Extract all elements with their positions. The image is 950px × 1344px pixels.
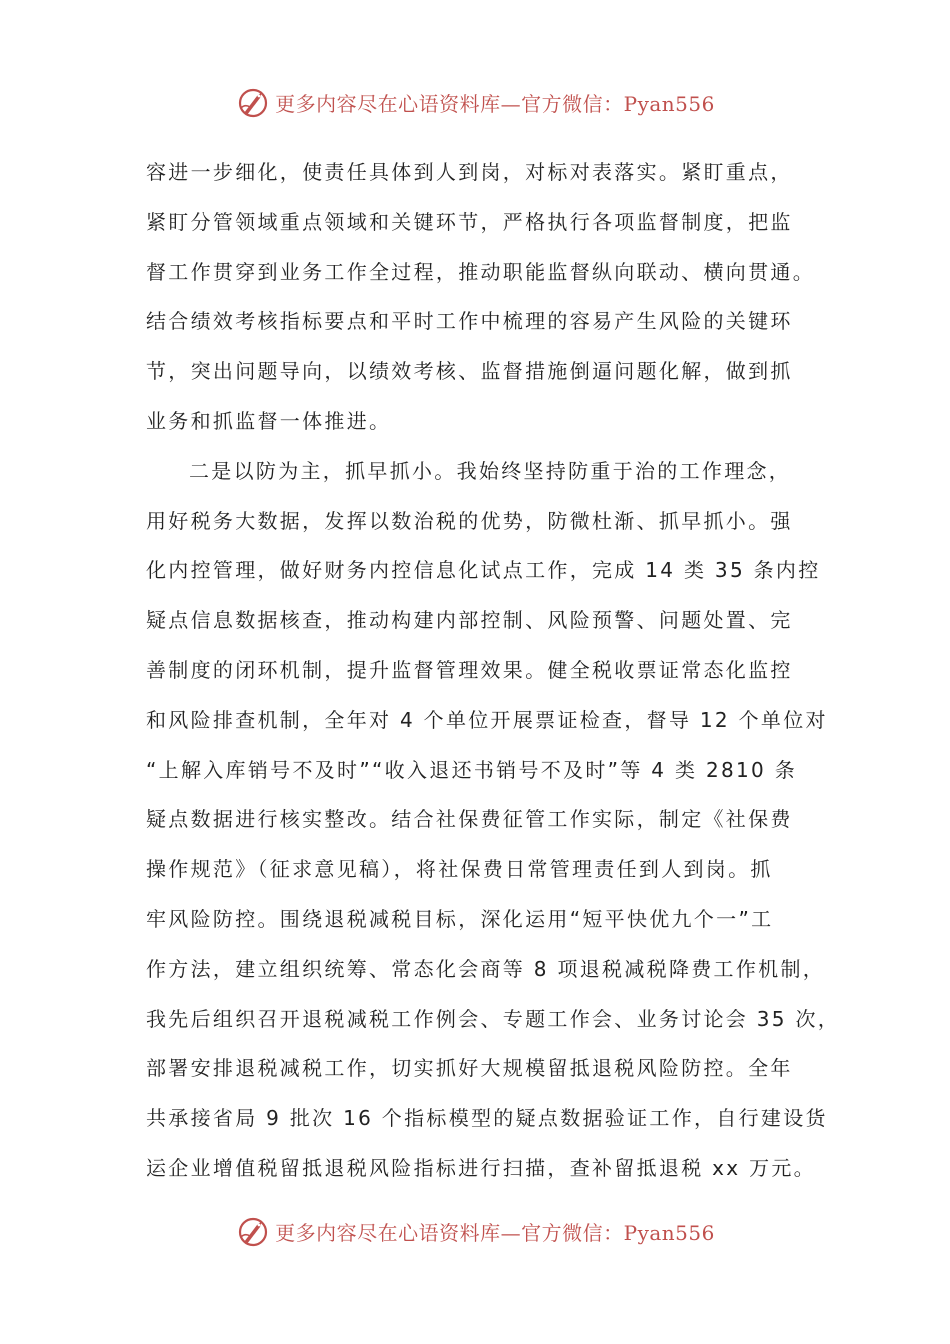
text-line: 业务和抓监督一体推进。 [146,408,392,433]
watermark-title: 更多内容尽在心语资料库—官方微信： [275,91,624,116]
text-line: 牢风险防控。围绕退税减税目标，深化运用“短平快优九个一”工 [146,906,774,931]
text-line: 共承接省局 9 批次 16 个指标模型的疑点数据验证工作，自行建设货 [146,1106,828,1131]
text-line: 紧盯分管领域重点领域和关键环节，严格执行各项监督制度，把监 [146,209,793,234]
text-line: 容进一步细化，使责任具体到人到岗，对标对表落实。紧盯重点， [146,160,793,184]
text-line: 用好税务大数据，发挥以数治税的优势，防微杜渐、抓早抓小。强 [146,508,793,533]
pen-nib-logo-icon [235,84,271,120]
text-line: 善制度的闭环机制，提升监督管理效果。健全税收票证常态化监控 [146,657,793,682]
footer-watermark-banner [0,1211,950,1251]
watermark-contact: Pyan556 [623,1220,715,1245]
watermark-contact: Pyan556 [623,91,715,116]
header-watermark-banner [0,82,950,122]
text-line: 操作规范》（征求意见稿），将社保费日常管理责任到人到岗。抓 [146,857,773,882]
text-line: 作方法，建立组织统筹、常态化会商等 8 项退税减税降费工作机制， [146,956,826,981]
text-line: 我先后组织召开退税减税工作例会、专题工作会、业务讨论会 35 次， [146,1006,841,1031]
text-line: 化内控管理，做好财务内控信息化试点工作，完成 14 类 35 条内控 [146,558,821,583]
watermark-text [275,88,715,117]
text-line: 部署安排退税减税工作，切实抓好大规模留抵退税风险防控。全年 [146,1056,793,1081]
body-text [146,148,841,1194]
text-line: 二是以防为主，抓早抓小。我始终坚持防重于治的工作理念， [189,458,792,483]
text-line: 结合绩效考核指标要点和平时工作中梳理的容易产生风险的关键环 [146,309,793,334]
text-line: “上解入库销号不及时”“收入退还书销号不及时”等 4 类 2810 条 [146,757,797,782]
text-line: 疑点数据进行核实整改。结合社保费征管工作实际，制定《社保费 [146,807,793,832]
text-line: 督工作贯穿到业务工作全过程，推动职能监督纵向联动、横向贯通。 [146,259,815,284]
text-line: 运企业增值税留抵退税风险指标进行扫描，查补留抵退税 xx 万元。 [146,1155,816,1180]
text-line: 节，突出问题导向，以绩效考核、监督措施倒逼问题化解，做到抓 [146,359,793,384]
pen-nib-logo-icon [235,1213,271,1249]
text-line: 和风险排查机制，全年对 4 个单位开展票证检查，督导 12 个单位对 [146,707,828,732]
watermark-text [275,1217,715,1246]
text-line: 疑点信息数据核查，推动构建内部控制、风险预警、问题处置、完 [146,608,793,633]
watermark-title: 更多内容尽在心语资料库—官方微信： [275,1220,624,1245]
